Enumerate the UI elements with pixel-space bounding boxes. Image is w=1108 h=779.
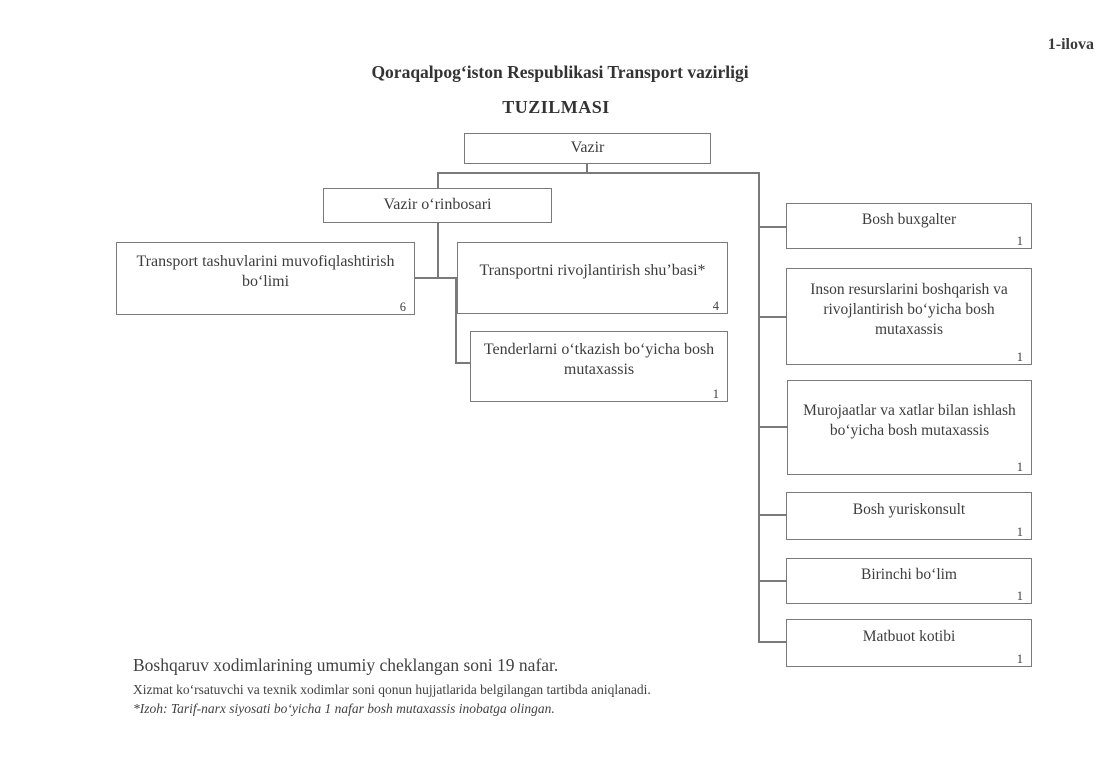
- org-box-vazir: [464, 133, 711, 164]
- staff-count: 1: [1016, 524, 1023, 539]
- document-title: Qoraqalpog‘iston Respublikasi Transport vazirligi: [371, 62, 749, 82]
- org-box-inson-resurslari: [786, 268, 1032, 365]
- org-box-bosh-yuriskonsult-label: Bosh yuriskonsult: [852, 500, 966, 518]
- org-box-bosh-buxgalter-label: Bosh buxgalter: [861, 210, 957, 228]
- org-box-matbuot-kotibi-label: Matbuot kotibi: [862, 627, 956, 645]
- staff-count: 6: [399, 299, 406, 314]
- connector-tender-stub: [455, 362, 471, 364]
- org-box-transportni-rivojlantirish: [457, 242, 728, 314]
- connector-left-units-horizontal: [415, 277, 458, 279]
- org-box-transportni-rivojlantirish-label: Transportni rivojlantirish shu’basi*: [479, 262, 706, 280]
- org-box-murojaatlar: [787, 380, 1032, 475]
- org-box-matbuot-kotibi: [786, 619, 1032, 667]
- note-izoh: *Izoh: Tarif-narx siyosati bo‘yicha 1 nafar bosh mutaxassis inobatga olingan.: [133, 701, 555, 716]
- connector-deputy-down: [437, 222, 439, 278]
- connector-right-trunk: [758, 172, 760, 643]
- staff-count: 1: [1016, 651, 1023, 666]
- org-box-bosh-buxgalter: [786, 203, 1032, 249]
- staff-count: 1: [1016, 233, 1023, 248]
- org-box-birinchi-bolim: [786, 558, 1032, 604]
- org-box-murojaatlar-label: Murojaatlar va xatlar bilan ishlash bo‘yicha bosh mutaxassis: [803, 402, 1016, 439]
- connector-stub-birinchi: [758, 580, 787, 582]
- connector-top-horizontal: [437, 172, 760, 174]
- staff-count: 4: [712, 298, 719, 313]
- staff-count: 1: [712, 386, 719, 401]
- staff-count: 1: [1016, 459, 1023, 474]
- org-box-vazir-label: Vazir: [570, 139, 605, 157]
- staff-count: 1: [1016, 349, 1023, 364]
- org-box-inson-resurslari-label: Inson resurslarini boshqarish va rivojlantirish bo‘yicha bosh mutaxassis: [810, 281, 1008, 338]
- org-box-deputy: [323, 188, 552, 223]
- org-box-birinchi-bolim-label: Birinchi bo‘lim: [860, 565, 957, 583]
- connector-stub-murojaatlar: [758, 426, 787, 428]
- connector-stub-inson: [758, 316, 787, 318]
- org-box-tenderlar-label: Tenderlarni o‘tkazish bo‘yicha bosh mutaxassis: [483, 340, 715, 378]
- org-box-bosh-yuriskonsult: [786, 492, 1032, 540]
- connector-stub-buxgalter: [758, 226, 787, 228]
- note-technical-staff: Xizmat ko‘rsatuvchi va texnik xodimlar soni qonun hujjatlarida belgilangan tartibda aniqlanadi.: [133, 682, 651, 697]
- staff-count: 1: [1016, 588, 1023, 603]
- connector-stub-yuriskonsult: [758, 514, 787, 516]
- annex-label: 1-ilova: [1047, 36, 1094, 53]
- org-box-deputy-label: Vazir o‘rinbosari: [383, 196, 492, 214]
- note-total-staff: Boshqaruv xodimlarining umumiy cheklangan soni 19 nafar.: [133, 655, 559, 675]
- org-box-transport-tashuvlari-label: Transport tashuvlarini muvofiqlashtirish bo‘limi: [136, 252, 395, 290]
- org-box-transport-tashuvlari: [116, 242, 415, 315]
- connector-deputy-drop: [437, 172, 439, 189]
- document-subtitle: TUZILMASI: [502, 97, 610, 117]
- footnotes: [133, 655, 651, 717]
- org-box-tenderlar: [470, 331, 728, 402]
- connector-stub-matbuot: [758, 641, 787, 643]
